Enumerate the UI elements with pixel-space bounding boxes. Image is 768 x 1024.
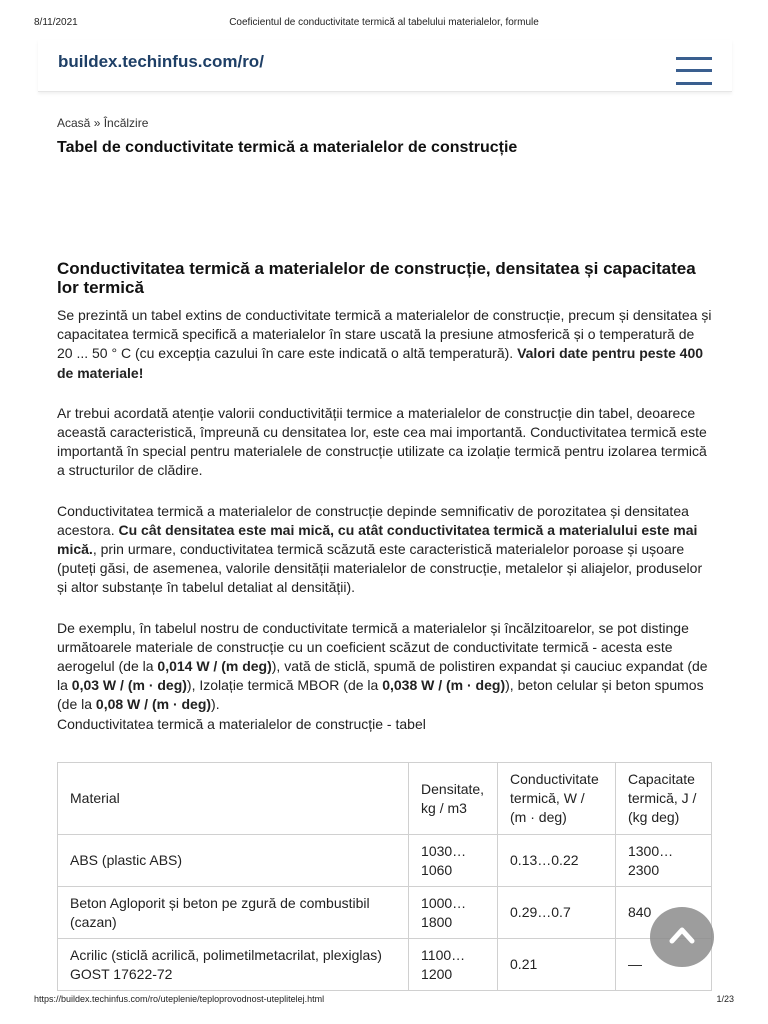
breadcrumb-home-link[interactable]: Acasă: [57, 116, 91, 130]
table-row: [58, 887, 712, 939]
cell-conductivity: 0.21: [498, 939, 616, 991]
print-date: 8/11/2021: [34, 17, 78, 28]
density-paragraph: Conductivitatea termică a materialelor de construcție depinde semnificativ de porozitatea și densitatea acestora. Cu cât densitatea este mai mică, cu atât conductivitatea termică a materialului este mai mică., prin urmare, conductivitatea termică scăzută este caracteristică materialelor poroase și ușoare (puteți găsi, de asemenea, valorile densității materialelor de construcție, metalelor și aliajelor, produselor și altor substanțe în tabelul detaliat al densității).: [57, 502, 703, 596]
cell-heat-capacity: 1300… 2300: [615, 835, 711, 887]
cell-density: 1030… 1060: [409, 835, 498, 887]
breadcrumb-section-link[interactable]: Încălzire: [103, 116, 149, 130]
cell-conductivity: 0.29…0.7: [498, 887, 616, 939]
header-heat-capacity: Capacitate termică, J / (kg deg): [615, 763, 711, 835]
cell-density: 1000… 1800: [409, 887, 498, 939]
breadcrumb-separator: »: [90, 116, 104, 130]
table-row: [58, 939, 712, 991]
importance-paragraph: Ar trebui acordată atenție valorii conductivității termice a materialelor de construcție din tabel, deoarece această caracteristică, împreună cu densitatea lor, este cea mai importantă. Conductivitatea termică este importantă în special pentru materialele de construcție utilizate ca izolație termică pentru izolarea termică a structurilor de clădire.: [57, 404, 707, 479]
header-density: Densitate, kg / m3: [409, 763, 498, 835]
cell-material: ABS (plastic ABS): [58, 835, 409, 887]
chevron-up-icon: [669, 925, 695, 945]
cell-heat-capacity: 840: [615, 887, 711, 939]
cell-heat-capacity: —: [615, 939, 711, 991]
page-counter: 1/23: [716, 994, 734, 1004]
conductivity-table: [57, 762, 712, 991]
intro-paragraph: Se prezintă un tabel extins de conductivitate termică a materialelor de construcție, precum și densitatea și capacitatea termică specifică a materialelor în stare uscată la presiune atmosferică și o temperatură de 20 ... 50 ° C (cu excepția cazului în care este indicată o altă temperatură). Valori date pentru peste 400 de materiale!: [57, 307, 712, 381]
hamburger-menu-icon[interactable]: [676, 57, 714, 85]
site-logo[interactable]: buildex.techinfus.com/ro/: [58, 52, 264, 71]
print-title: Coeficientul de conductivitate termică al tabelului materialelor, formule: [229, 17, 539, 28]
print-url: https://buildex.techinfus.com/ro/uteplenie/teploprovodnost-uteplitelej.html: [34, 994, 325, 1004]
table-caption: Conductivitatea termică a materialelor de construcție - tabel: [57, 715, 426, 732]
cell-density: 1100… 1200: [409, 939, 498, 991]
cell-material: Beton Agloporit și beton pe zgură de combustibil (cazan): [58, 887, 409, 939]
site-header: [38, 40, 732, 92]
header-material: Material: [58, 763, 409, 835]
cell-material: Acrilic (sticlă acrilică, polimetilmetacrilat, plexiglas) GOST 17622-72: [58, 939, 409, 991]
page-title: Tabel de conductivitate termică a materialelor de construcție: [57, 139, 518, 156]
table-header-row: [58, 763, 712, 835]
example-paragraph: De exemplu, în tabelul nostru de conductivitate termică a materialelor și încălzitoarelor, se pot distinge următoarele materiale de construcție cu un coeficient scăzut de conductivitate termică - acesta este aerogelul (de la 0,014 W / (m deg)), vată de sticlă, spumă de polistiren expandat și cauciuc expandat (de la 0,03 W / (m · deg)), Izolație termică MBOR (de la 0,038 W / (m · deg)), beton celular și beton spumos (de la 0,08 W / (m · deg)).: [57, 619, 708, 713]
article-heading: Conductivitatea termică a materialelor de construcție, densitatea și capacitatea lor termică: [57, 259, 696, 297]
cell-conductivity: 0.13…0.22: [498, 835, 616, 887]
breadcrumb: [57, 116, 148, 130]
header-conductivity: Conductivitate termică, W / (m · deg): [498, 763, 616, 835]
scroll-to-top-button[interactable]: [650, 907, 714, 967]
article-body: [57, 259, 712, 734]
print-header: [0, 17, 768, 31]
table-row: [58, 835, 712, 887]
